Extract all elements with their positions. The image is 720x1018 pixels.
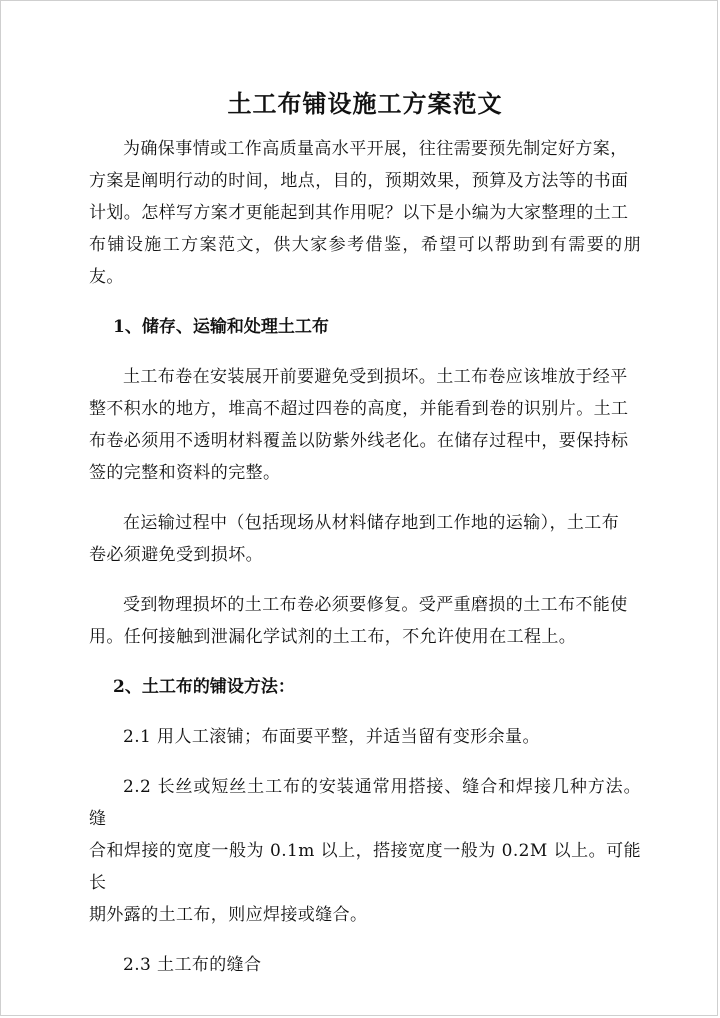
text-line: 2.1 用人工滚铺；布面要平整，并适当留有变形余量。 bbox=[123, 727, 540, 747]
text-line: 方案是阐明行动的时间，地点，目的，预期效果，预算及方法等的书面 bbox=[89, 171, 629, 191]
text-line: 合和焊接的宽度一般为 0.1m 以上，搭接宽度一般为 0.2M 以上。可能长 bbox=[89, 841, 641, 893]
text-line: 2.2 长丝或短丝土工布的安装通常用搭接、缝合和焊接几种方法。缝 bbox=[89, 777, 641, 829]
paragraph bbox=[89, 361, 641, 489]
text-line: 在运输过程中（包括现场从材料储存地到工作地的运输），土工布 bbox=[123, 513, 620, 533]
text-line: 为确保事情或工作高质量高水平开展，往往需要预先制定好方案， bbox=[123, 139, 628, 159]
text-line: 整不积水的地方，堆高不超过四卷的高度，并能看到卷的识别片。土工 bbox=[89, 399, 629, 419]
paragraph bbox=[89, 721, 641, 753]
text-line: 期外露的土工布，则应焊接或缝合。 bbox=[89, 905, 368, 925]
text-line: 布卷必须用不透明材料覆盖以防紫外线老化。在储存过程中，要保持标 bbox=[89, 431, 629, 451]
paragraph bbox=[89, 507, 641, 571]
text-line: 2.3 土工布的缝合 bbox=[123, 955, 262, 975]
text-line: 签的完整和资料的完整。 bbox=[89, 463, 281, 483]
text-line: 土工布卷在安装展开前要避免受到损坏。土工布卷应该堆放于经平 bbox=[123, 367, 628, 387]
section-heading: 1、储存、运输和处理土工布 bbox=[113, 317, 329, 337]
paragraph bbox=[89, 771, 641, 931]
text-line: 受到物理损坏的土工布卷必须要修复。受严重磨损的土工布不能使 bbox=[123, 595, 628, 615]
intro-paragraph bbox=[89, 133, 641, 293]
document-title: 土工布铺设施工方案范文 bbox=[227, 89, 503, 118]
text-line: 卷必须避免受到损坏。 bbox=[89, 545, 263, 565]
paragraph bbox=[89, 589, 641, 653]
document-body bbox=[89, 87, 641, 981]
paragraph bbox=[89, 949, 641, 981]
text-line: 用。任何接触到泄漏化学试剂的土工布，不允许使用在工程上。 bbox=[89, 627, 577, 647]
text-line: 计划。怎样写方案才更能起到其作用呢？以下是小编为大家整理的土工 bbox=[89, 203, 629, 223]
section-heading: 2、土工布的铺设方法： bbox=[113, 677, 295, 697]
text-line: 布铺设施工方案范文，供大家参考借鉴，希望可以帮助到有需要的朋友。 bbox=[89, 235, 641, 287]
